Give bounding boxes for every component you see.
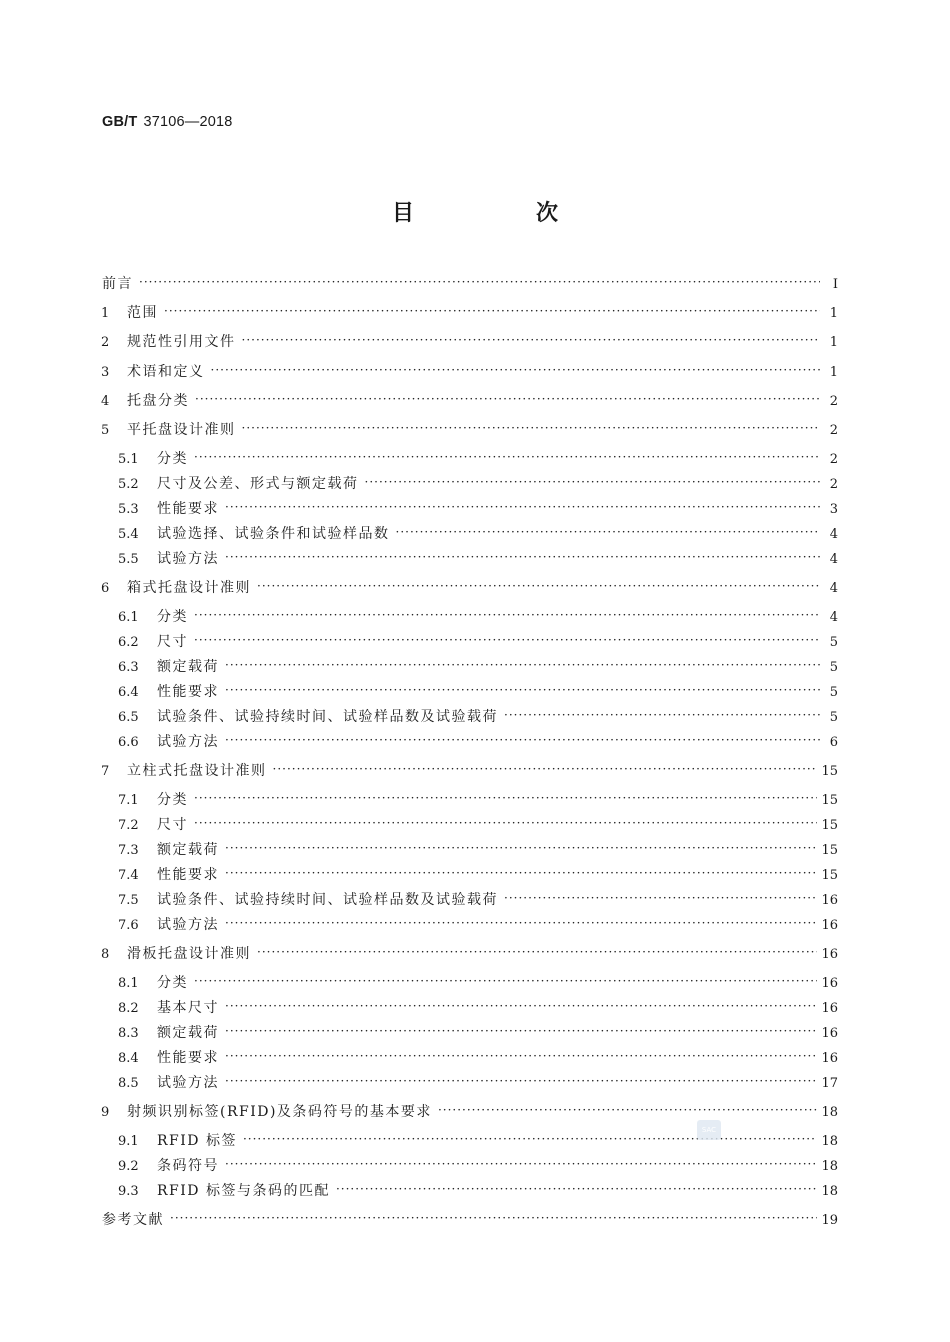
toc-entry-page: Ⅰ <box>832 277 838 292</box>
toc-entry-page: 16 <box>821 947 838 962</box>
toc-entry-title: 试验方法 <box>157 917 219 933</box>
toc-entry-page: 5 <box>829 635 838 650</box>
toc-dot-leader <box>195 389 820 409</box>
toc-entry-page: 15 <box>821 764 838 779</box>
toc-entry-number: 8.4 <box>118 1051 139 1066</box>
toc-dot-leader <box>225 680 820 700</box>
toc-dot-leader <box>211 360 821 380</box>
toc-entry-title: 性能要求 <box>157 684 219 700</box>
toc-entry-number: 6.4 <box>118 685 139 700</box>
toc-dot-leader <box>504 888 817 908</box>
toc-entry[interactable] <box>118 499 838 519</box>
toc-dot-leader <box>365 472 821 492</box>
toc-entry-number: 2 <box>101 335 110 350</box>
toc-dot-leader <box>257 576 820 596</box>
toc-entry-page: 19 <box>821 1213 838 1228</box>
toc-entry-number: 7.3 <box>118 843 139 858</box>
toc-entry[interactable] <box>118 1181 838 1201</box>
toc-entry-number: 7.5 <box>118 893 139 908</box>
toc-entry-title: 术语和定义 <box>127 364 205 380</box>
toc-entry-number: 4 <box>101 394 110 409</box>
toc-entry-title: 额定载荷 <box>157 1025 219 1041</box>
toc-dot-leader <box>225 1071 817 1091</box>
toc-entry[interactable] <box>118 865 838 885</box>
toc-entry-title: 性能要求 <box>157 867 219 883</box>
toc-dot-leader <box>438 1100 818 1120</box>
toc-entry-page: 16 <box>821 1026 838 1041</box>
toc-entry-number: 6.3 <box>118 660 139 675</box>
toc-entry-page: 16 <box>821 893 838 908</box>
toc-entry-title: 射频识别标签(RFID)及条码符号的基本要求 <box>127 1104 432 1120</box>
toc-dot-leader <box>194 630 820 650</box>
toc-entry-number: 7.6 <box>118 918 139 933</box>
toc-entry-page: 5 <box>829 710 838 725</box>
toc-entry[interactable] <box>102 1210 838 1230</box>
toc-dot-leader <box>170 1208 817 1228</box>
toc-entry-title: 试验条件、试验持续时间、试验样品数及试验载荷 <box>157 892 498 908</box>
toc-dot-leader <box>225 996 817 1016</box>
toc-entry[interactable] <box>118 682 838 702</box>
toc-entry-title: 箱式托盘设计准则 <box>127 580 251 596</box>
toc-entry-title: 滑板托盘设计准则 <box>127 946 251 962</box>
toc-entry-number: 7.4 <box>118 868 139 883</box>
toc-entry-number: 5.5 <box>118 552 139 567</box>
toc-entry[interactable] <box>118 607 838 627</box>
toc-dot-leader <box>225 1046 817 1066</box>
toc-entry-number: 5.1 <box>118 452 139 467</box>
toc-dot-leader <box>164 301 820 321</box>
toc-entry-number: 5.3 <box>118 502 139 517</box>
toc-entry-page: 6 <box>829 735 838 750</box>
standard-number: 37106—2018 <box>143 114 233 130</box>
toc-entry-number: 8.3 <box>118 1026 139 1041</box>
toc-dot-leader <box>273 759 818 779</box>
toc-entry[interactable] <box>118 1131 838 1151</box>
toc-dot-leader <box>194 605 820 625</box>
toc-entry-title: 参考文献 <box>102 1212 164 1228</box>
toc-entry-number: 1 <box>101 306 110 321</box>
toc-entry-title: 试验方法 <box>157 551 219 567</box>
toc-entry[interactable] <box>101 303 838 323</box>
toc-entry-number: 8 <box>101 947 110 962</box>
toc-entry[interactable] <box>118 657 838 677</box>
toc-entry[interactable] <box>118 1156 838 1176</box>
toc-entry-page: 2 <box>829 394 838 409</box>
toc-dot-leader <box>225 863 817 883</box>
toc-entry-number: 6.6 <box>118 735 139 750</box>
toc-dot-leader <box>225 1154 817 1174</box>
toc-entry-page: 3 <box>829 502 838 517</box>
toc-entry-title: 额定载荷 <box>157 659 219 675</box>
toc-entry-number: 6.2 <box>118 635 139 650</box>
toc-entry-number: 5.4 <box>118 527 139 542</box>
toc-entry-title: 尺寸 <box>157 634 188 650</box>
toc-entry-number: 7.1 <box>118 793 139 808</box>
toc-entry[interactable] <box>101 1102 838 1122</box>
toc-entry-page: 17 <box>821 1076 838 1091</box>
toc-entry-number: 7.2 <box>118 818 139 833</box>
toc-dot-leader <box>257 942 817 962</box>
toc-entry-title: 托盘分类 <box>127 393 189 409</box>
toc-entry-page: 15 <box>821 793 838 808</box>
toc-entry-page: 16 <box>821 918 838 933</box>
toc-entry[interactable] <box>118 1073 838 1093</box>
toc-entry-title: 立柱式托盘设计准则 <box>127 763 267 779</box>
toc-entry-number: 5 <box>101 423 110 438</box>
toc-entry-page: 4 <box>829 552 838 567</box>
toc-dot-leader <box>225 730 820 750</box>
toc-entry-title: 分类 <box>157 792 188 808</box>
toc-entry-page: 2 <box>829 477 838 492</box>
toc-entry-page: 1 <box>829 306 838 321</box>
toc-entry-title: 条码符号 <box>157 1158 219 1174</box>
toc-entry-title: 试验方法 <box>157 1075 219 1091</box>
toc-entry-page: 18 <box>821 1134 838 1149</box>
toc-entry-number: 9.3 <box>118 1184 139 1199</box>
toc-entry-number: 5.2 <box>118 477 139 492</box>
toc-entry[interactable] <box>118 890 838 910</box>
toc-entry-title: 前言 <box>102 276 133 292</box>
toc-entry-title: 平托盘设计准则 <box>127 422 236 438</box>
toc-entry[interactable] <box>101 420 838 440</box>
toc-entry[interactable] <box>118 1023 838 1043</box>
toc-entry[interactable] <box>118 449 838 469</box>
toc-entry[interactable] <box>118 998 838 1018</box>
page-title: 目 次 <box>391 201 608 226</box>
toc-entry[interactable] <box>118 1048 838 1068</box>
toc-entry-page: 16 <box>821 1001 838 1016</box>
toc-entry-page: 4 <box>829 527 838 542</box>
toc-entry-title: 试验条件、试验持续时间、试验样品数及试验载荷 <box>157 709 498 725</box>
toc-entry[interactable] <box>118 840 838 860</box>
toc-entry[interactable] <box>118 524 838 544</box>
toc-entry[interactable] <box>118 732 838 752</box>
toc-entry-title: 试验选择、试验条件和试验样品数 <box>157 526 390 542</box>
toc-entry-title: 试验方法 <box>157 734 219 750</box>
toc-entry[interactable] <box>101 362 838 382</box>
toc-entry-title: 性能要求 <box>157 501 219 517</box>
toc-entry-title: 额定载荷 <box>157 842 219 858</box>
toc-entry-page: 18 <box>821 1184 838 1199</box>
toc-entry-number: 7 <box>101 764 110 779</box>
toc-dot-leader <box>336 1179 817 1199</box>
toc-entry-page: 18 <box>821 1159 838 1174</box>
toc-entry-title: RFID 标签 <box>157 1133 237 1149</box>
toc-entry-title: 分类 <box>157 609 188 625</box>
toc-dot-leader <box>242 330 821 350</box>
toc-entry-title: 规范性引用文件 <box>127 334 236 350</box>
toc-entry-page: 5 <box>829 660 838 675</box>
toc-entry-number: 6 <box>101 581 110 596</box>
toc-dot-leader <box>194 971 817 991</box>
toc-entry-page: 2 <box>829 423 838 438</box>
toc-dot-leader <box>194 788 817 808</box>
toc-dot-leader <box>225 838 817 858</box>
toc-dot-leader <box>396 522 821 542</box>
toc-entry-page: 4 <box>829 610 838 625</box>
standard-prefix: GB/T <box>102 114 138 130</box>
toc-entry[interactable] <box>101 391 838 411</box>
toc-dot-leader <box>242 418 821 438</box>
toc-entry[interactable] <box>118 632 838 652</box>
toc-entry-page: 1 <box>829 335 838 350</box>
toc-entry-number: 8.2 <box>118 1001 139 1016</box>
toc-entry-title: 尺寸 <box>157 817 188 833</box>
toc-entry[interactable] <box>118 549 838 569</box>
toc-entry-number: 9.1 <box>118 1134 139 1149</box>
toc-entry[interactable] <box>118 973 838 993</box>
toc-entry-number: 9 <box>101 1105 110 1120</box>
toc-entry[interactable] <box>102 274 838 294</box>
toc-dot-leader <box>139 272 820 292</box>
toc-dot-leader <box>194 447 820 467</box>
toc-entry[interactable] <box>118 707 838 727</box>
toc-entry[interactable] <box>101 944 838 964</box>
toc-dot-leader <box>225 913 817 933</box>
toc-entry[interactable] <box>101 761 838 781</box>
toc-entry-page: 16 <box>821 976 838 991</box>
toc-entry-page: 15 <box>821 868 838 883</box>
toc-dot-leader <box>194 813 817 833</box>
toc-entry-title: 分类 <box>157 975 188 991</box>
toc-entry-number: 6.1 <box>118 610 139 625</box>
toc-entry-title: 性能要求 <box>157 1050 219 1066</box>
toc-entry[interactable] <box>118 915 838 935</box>
toc-dot-leader <box>225 1021 817 1041</box>
toc-dot-leader <box>225 547 820 567</box>
toc-entry-number: 8.5 <box>118 1076 139 1091</box>
toc-entry-page: 2 <box>829 452 838 467</box>
toc-dot-leader <box>243 1129 817 1149</box>
toc-entry-page: 1 <box>829 365 838 380</box>
toc-entry-title: 基本尺寸 <box>157 1000 219 1016</box>
toc-entry-page: 16 <box>821 1051 838 1066</box>
toc-dot-leader <box>225 655 820 675</box>
toc-entry-page: 15 <box>821 818 838 833</box>
toc-entry-page: 4 <box>829 581 838 596</box>
toc-entry-number: 9.2 <box>118 1159 139 1174</box>
toc-entry-title: RFID 标签与条码的匹配 <box>157 1183 330 1199</box>
toc-entry[interactable] <box>118 815 838 835</box>
toc-entry-title: 分类 <box>157 451 188 467</box>
toc-entry[interactable] <box>101 578 838 598</box>
toc-entry[interactable] <box>118 790 838 810</box>
sac-watermark-logo: SAC <box>697 1120 721 1140</box>
toc-dot-leader <box>225 497 820 517</box>
toc-entry-page: 18 <box>821 1105 838 1120</box>
toc-entry-title: 尺寸及公差、形式与额定载荷 <box>157 476 359 492</box>
toc-entry[interactable] <box>101 332 838 352</box>
toc-entry-page: 15 <box>821 843 838 858</box>
toc-dot-leader <box>504 705 820 725</box>
toc-entry-number: 6.5 <box>118 710 139 725</box>
toc-entry-title: 范围 <box>127 305 158 321</box>
toc-entry[interactable] <box>118 474 838 494</box>
toc-entry-number: 3 <box>101 365 110 380</box>
toc-entry-page: 5 <box>829 685 838 700</box>
toc-entry-number: 8.1 <box>118 976 139 991</box>
